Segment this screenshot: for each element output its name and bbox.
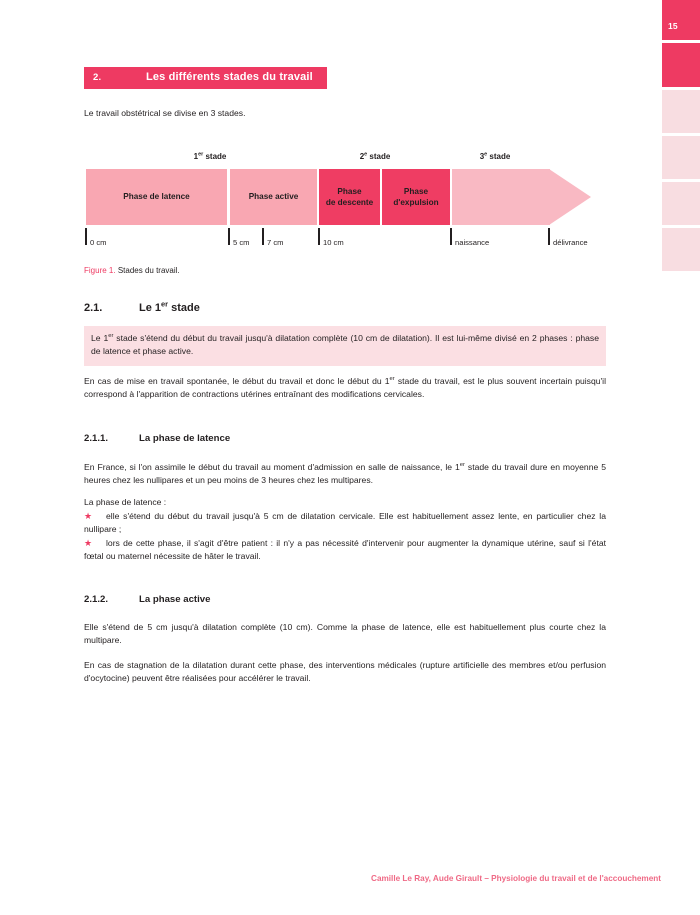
figure-arrow-head-icon <box>549 169 591 225</box>
thumb-tab-2[interactable] <box>662 43 700 87</box>
list-item <box>84 510 606 537</box>
figure-caption <box>84 266 180 275</box>
tick-label-naissance: naissance <box>455 238 490 247</box>
tick-label-7cm: 7 cm <box>267 238 284 247</box>
section-title: Les différents stades du travail <box>146 71 313 83</box>
tick-label-5cm: 5 cm <box>233 238 250 247</box>
list-item-text: elle s'étend du début du travail jusqu'à 5 cm de dilatation cervicale. Elle est habituellement assez lente, en particulier chez la nullipare ; <box>84 511 606 535</box>
thumb-tab-current[interactable] <box>662 0 700 40</box>
figure-block-phase-expulsion <box>382 169 450 225</box>
tick-mark-0cm <box>85 228 87 245</box>
tick-mark-7cm <box>262 228 264 245</box>
tick-mark-delivrance <box>548 228 550 245</box>
figure-block-stage-3 <box>452 169 550 225</box>
page-number: 15 <box>668 21 678 31</box>
tick-mark-10cm <box>318 228 320 245</box>
list-item-text: lors de cette phase, il s'agit d'être patient : il n'y a pas nécessité d'intervenir pour augmenter la dynamique utérine, sauf si l'état fœtal ou maternel nécessite de hâter le travail. <box>84 538 606 562</box>
callout-text-part1: Le 1 <box>91 333 109 343</box>
figure-block-phase-latence <box>86 169 227 225</box>
heading-2-1-1-number: 2.1.1. <box>84 433 109 444</box>
tick-label-10cm: 10 cm <box>323 238 344 247</box>
heading-2-1 <box>84 299 200 314</box>
figure-block-phase-descente <box>319 169 380 225</box>
figure-caption-text: Stades du travail. <box>117 266 180 275</box>
heading-2-1-title: Le 1er stade <box>139 299 200 314</box>
heading-2-1-2-title: La phase active <box>139 594 211 605</box>
heading-2-1-1-title: La phase de latence <box>139 433 231 444</box>
figure-block-label: Phase de descente <box>325 186 374 207</box>
figure-caption-label: Figure 1. <box>84 266 116 275</box>
tick-label-0cm: 0 cm <box>90 238 107 247</box>
figure-block-label: Phase d'expulsion <box>393 186 439 207</box>
paragraph-france: En France, si l'on assimile le début du travail au moment d'admission en salle de naissance, le 1er stade du travail dure en moyenne 5 heures chez les nullipares et un peu moins de 3 heures chez les multipares. <box>84 462 606 486</box>
paragraph-active-1: Elle s'étend de 5 cm jusqu'à dilatation complète (10 cm). Comme la phase de latence, elle est habituellement plus courte chez la multipare. <box>84 622 606 646</box>
thumb-tab-4[interactable] <box>662 136 700 179</box>
thumb-tab-5[interactable] <box>662 182 700 225</box>
footer-credit: Camille Le Ray, Aude Girault – Physiologie du travail et de l'accouchement <box>371 874 661 883</box>
thumb-tab-6[interactable] <box>662 228 700 271</box>
stage-label-3: 3e stade <box>479 151 511 161</box>
bullet-star-icon: ★ <box>84 511 93 521</box>
heading-2-1-1 <box>84 433 230 444</box>
tick-mark-naissance <box>450 228 452 245</box>
thumb-tab-3[interactable] <box>662 90 700 133</box>
section-heading-banner <box>84 67 327 89</box>
stage-label-2: 2e stade <box>359 151 391 161</box>
list-intro: La phase de latence : <box>84 497 167 507</box>
figure-stages-diagram <box>84 152 596 257</box>
stage-label-1: 1er stade <box>193 151 227 161</box>
list-item <box>84 537 606 564</box>
tick-label-delivrance: délivrance <box>553 238 588 247</box>
callout-superscript: er <box>108 333 114 340</box>
intro-paragraph: Le travail obstétrical se divise en 3 stades. <box>84 108 246 118</box>
callout-box <box>84 326 606 366</box>
figure-block-label: Phase active <box>248 192 299 202</box>
heading-2-1-2 <box>84 594 210 605</box>
figure-block-label: Phase de latence <box>123 192 190 202</box>
section-number: 2. <box>93 72 102 83</box>
tick-mark-5cm <box>228 228 230 245</box>
callout-text-part2: stade s'étend du début du travail jusqu'à dilatation complète (10 cm de dilatation). Il est lui-même divisé en 2 phases : phase de latence et phase active. <box>91 333 599 357</box>
thumb-tab-strip <box>662 0 700 272</box>
heading-2-1-number: 2.1. <box>84 302 103 314</box>
figure-block-phase-active <box>230 169 317 225</box>
paragraph-spontane: En cas de mise en travail spontanée, le début du travail et donc le début du 1er stade du travail, est le plus souvent incertain puisqu'il correspond à l'apparition de contractions utérines entraînant des modifications cervicales. <box>84 376 606 400</box>
bullet-star-icon: ★ <box>84 538 93 548</box>
paragraph-active-2: En cas de stagnation de la dilatation durant cette phase, des interventions médicales (rupture artificielle des membres et/ou perfusion d'ocytocine) peuvent être réalisées pour accélérer le travail. <box>84 660 606 684</box>
heading-2-1-2-number: 2.1.2. <box>84 594 109 605</box>
